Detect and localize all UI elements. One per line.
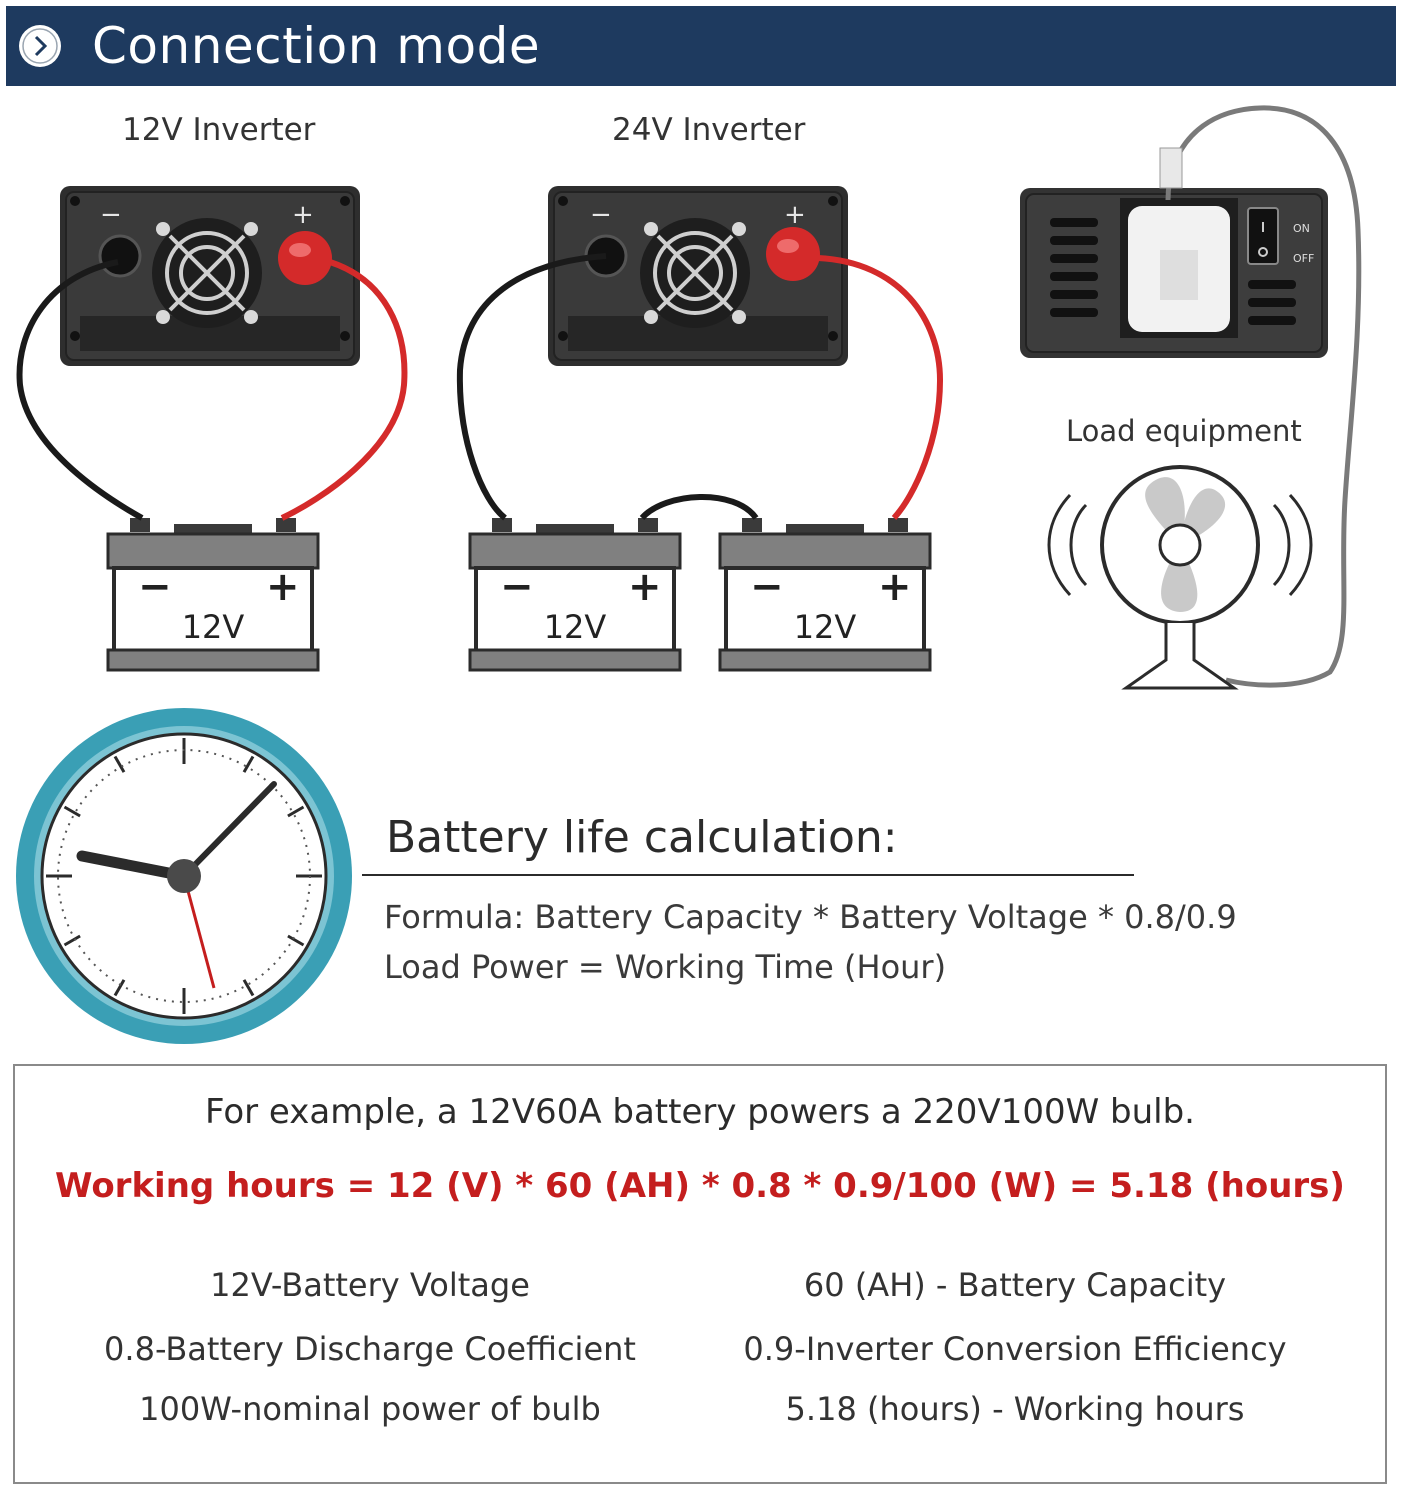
- example-calculation: Working hours = 12 (V) * 60 (AH) * 0.8 * 0.9/100 (W) = 5.18 (hours): [55, 1166, 1345, 1206]
- connection-diagram: [0, 90, 1401, 710]
- fan-icon: [1049, 467, 1311, 688]
- inverter-24v-plus: +: [784, 200, 806, 230]
- battery-2-plus: +: [628, 564, 662, 610]
- definition-left-1: 12V-Battery Voltage: [210, 1266, 530, 1304]
- load-equipment-label: Load equipment: [1066, 414, 1302, 448]
- inverter-12v-label: 12V Inverter: [122, 112, 316, 148]
- battery-1-minus: −: [138, 564, 172, 610]
- page-title: Connection mode: [92, 17, 541, 75]
- inverter-12v-minus: −: [100, 200, 122, 230]
- calculation-divider: [362, 874, 1134, 876]
- definition-right-2: 0.9-Inverter Conversion Efficiency: [743, 1330, 1287, 1368]
- formula-line-2: Load Power = Working Time (Hour): [384, 948, 947, 986]
- example-box: [13, 1064, 1387, 1484]
- battery-1-voltage: 12V: [181, 608, 245, 646]
- switch-off-label: OFF: [1293, 252, 1315, 265]
- chevron-right-icon: [18, 24, 62, 68]
- battery-1-plus: +: [266, 564, 300, 610]
- battery-3-minus: −: [750, 564, 784, 610]
- formula-line-1: Formula: Battery Capacity * Battery Voltage * 0.8/0.9: [384, 898, 1237, 936]
- inverter-12v-plus: +: [292, 200, 314, 230]
- definition-right-1: 60 (AH) - Battery Capacity: [803, 1266, 1227, 1304]
- inverter-24v-minus: −: [590, 200, 612, 230]
- inverter-24v-label: 24V Inverter: [612, 112, 806, 148]
- header-bar: [6, 6, 1396, 86]
- example-intro: For example, a 12V60A battery powers a 220V100W bulb.: [205, 1092, 1195, 1132]
- calculation-title: Battery life calculation:: [386, 812, 898, 863]
- inverter-socket-side: [1020, 188, 1328, 358]
- battery-2-voltage: 12V: [543, 608, 607, 646]
- definition-right-3: 5.18 (hours) - Working hours: [785, 1390, 1245, 1428]
- clock-icon: [8, 706, 360, 1052]
- definition-left-2: 0.8-Battery Discharge Coefficient: [104, 1330, 636, 1368]
- bridge-cable-24v: [642, 497, 756, 518]
- battery-2-minus: −: [500, 564, 534, 610]
- definition-left-3: 100W-nominal power of bulb: [139, 1390, 601, 1428]
- battery-3-plus: +: [878, 564, 912, 610]
- switch-on-label: ON: [1293, 222, 1310, 235]
- battery-3-voltage: 12V: [793, 608, 857, 646]
